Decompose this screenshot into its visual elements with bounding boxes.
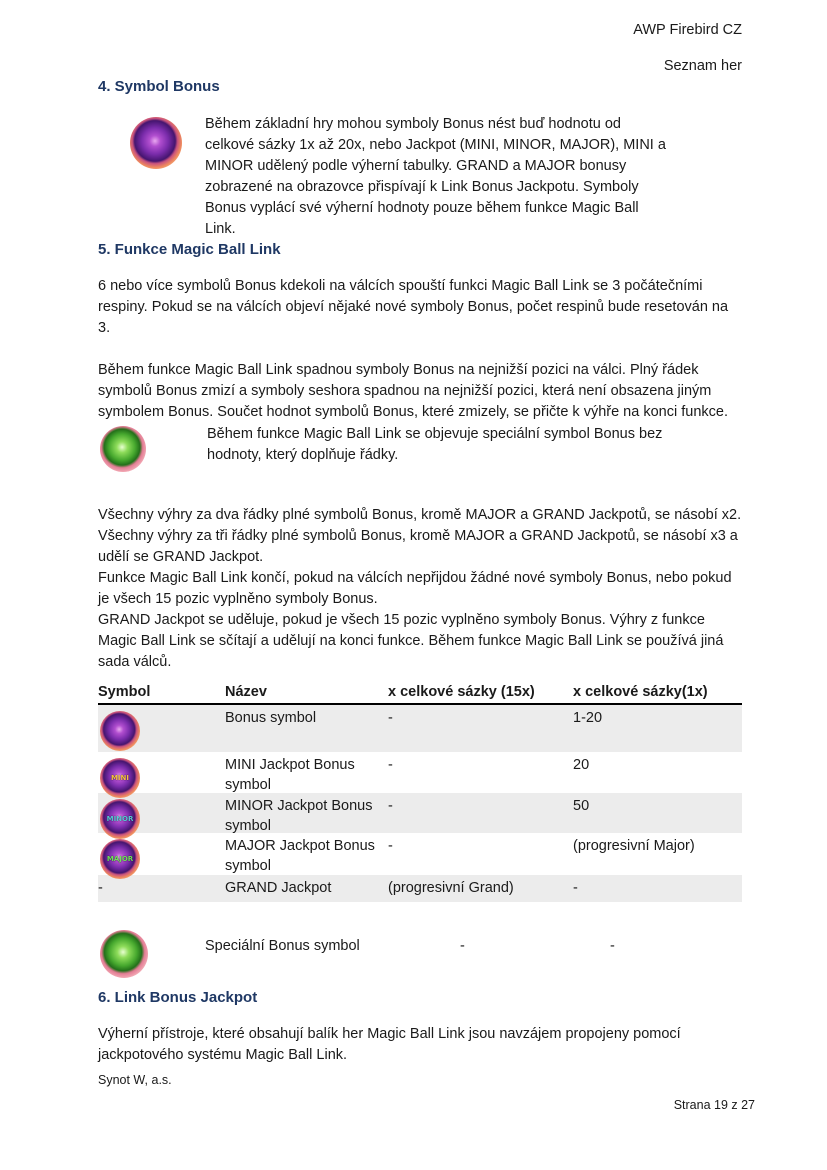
rule-line: Všechny výhry za tři řádky plné symbolů Bonus, kromě MAJOR a GRAND Jackpotů, se násobí x3 a udělí se GRAND Jackpot. xyxy=(98,528,738,565)
rule-line: GRAND Jackpot se uděluje, pokud je všech 15 pozic vyplněno symboly Bonus. Výhry z funkce Magic Ball Link se sčítají a udělují na konci funkce. Během funkce Magic Ball Link se používá jiná sada válců. xyxy=(98,612,724,670)
col-header-bet15: x celkové sázky (15x) xyxy=(388,684,535,700)
bet1-value: 1-20 xyxy=(573,710,603,726)
table-row xyxy=(98,752,742,793)
symbols-table xyxy=(98,678,742,902)
ball-label: MAJOR xyxy=(106,854,134,863)
col-header-name: Název xyxy=(225,684,267,700)
header-title: AWP Firebird CZ xyxy=(633,22,742,38)
bet15-value: - xyxy=(388,838,393,854)
table-row xyxy=(98,875,742,902)
special-symbol-row xyxy=(98,930,742,988)
col-header-symbol: Symbol xyxy=(98,684,151,700)
section-6-paragraph: Výherní přístroje, které obsahují balík her Magic Ball Link jsou navzájem propojeny pomocí jackpotového systému Magic Ball Link. xyxy=(98,1026,681,1063)
table-header-row xyxy=(98,678,742,705)
section-5-paragraph-2: Během funkce Magic Ball Link spadnou symboly Bonus na nejnižší pozici na válci. Plný řádek symbolů Bonus zmizí a symboly seshora spadnou na nejnižší pozici, která není obsazena jiným symbolem Bonus. Součet hodnot symbolů Bonus, které zmizely, se přičte k výhře na konci funkce. xyxy=(98,362,728,420)
special-bonus-ball-icon xyxy=(100,930,148,978)
section-4-heading: 4. Symbol Bonus xyxy=(98,78,220,95)
section-4-body xyxy=(98,114,742,240)
special-bonus-ball-icon xyxy=(100,426,146,472)
major-jackpot-ball-icon xyxy=(100,839,140,879)
symbol-name: Speciální Bonus symbol xyxy=(205,938,360,954)
col-header-bet1: x celkové sázky(1x) xyxy=(573,684,708,700)
mini-jackpot-ball-icon xyxy=(100,758,140,798)
page-header xyxy=(98,0,742,77)
table-row xyxy=(98,705,742,752)
section-4-paragraph: Během základní hry mohou symboly Bonus nést buď hodnotu od celkové sázky 1x až 20x, nebo Jackpot (MINI, MINOR, MAJOR), MINI a MINOR udělený podle výherní tabulky. GRAND a MAJOR bonusy zobrazené na obrazovce přispívají k Link Bonus Jackpotu. Symboly Bonus vyplácí své výherní hodnoty pouze během funkce Magic Ball Link. xyxy=(205,116,666,237)
symbol-name: MAJOR Jackpot Bonus symbol xyxy=(225,838,375,874)
table-row xyxy=(98,793,742,833)
ball-label: MINOR xyxy=(106,814,134,823)
special-symbol-callout-text: Během funkce Magic Ball Link se objevuje speciální symbol Bonus bez hodnoty, který doplňuje řádky. xyxy=(207,426,663,463)
symbol-name: MINI Jackpot Bonus symbol xyxy=(225,757,355,793)
bet15-value: (progresivní Grand) xyxy=(388,880,514,896)
bet15-value: - xyxy=(388,798,393,814)
bet1-value: - xyxy=(573,880,578,896)
footer-company: Synot W, a.s. xyxy=(98,1073,172,1087)
symbol-name: MINOR Jackpot Bonus symbol xyxy=(225,798,373,834)
bonus-ball-icon xyxy=(100,711,140,751)
section-5-heading: 5. Funkce Magic Ball Link xyxy=(98,241,281,258)
bet1-value: 20 xyxy=(573,757,590,773)
bet1-value: (progresivní Major) xyxy=(573,838,695,854)
symbol-dash: - xyxy=(98,880,103,896)
bonus-ball-icon xyxy=(130,117,182,169)
minor-jackpot-ball-icon xyxy=(100,799,140,839)
symbol-name: GRAND Jackpot xyxy=(225,880,332,896)
footer-page-number: Strana 19 z 27 xyxy=(673,1098,755,1112)
rule-line: Funkce Magic Ball Link končí, pokud na válcích nepřijdou žádné nové symboly Bonus, nebo pokud je všech 15 pozic vyplněno symboly Bonus. xyxy=(98,570,732,607)
symbol-name: Bonus symbol xyxy=(225,710,317,726)
bet1-value: 50 xyxy=(573,798,590,814)
special-symbol-callout xyxy=(98,424,742,472)
bet15-value: - xyxy=(388,757,393,773)
section-5-paragraph-1: 6 nebo více symbolů Bonus kdekoli na válcích spouští funkci Magic Ball Link se 3 počátečními respiny. Pokud se na válcích objeví nějaké nové symboly Bonus, počet respinů bude resetován na 3. xyxy=(98,278,729,336)
bet15-value: - xyxy=(460,938,465,954)
bet1-value: - xyxy=(610,938,615,954)
section-6-heading: 6. Link Bonus Jackpot xyxy=(98,989,258,1006)
ball-label: MINI xyxy=(110,773,130,782)
table-row xyxy=(98,833,742,875)
header-subtitle: Seznam her xyxy=(663,58,742,74)
rule-line: Všechny výhry za dva řádky plné symbolů Bonus, kromě MAJOR a GRAND Jackpotů, se násobí x2. xyxy=(98,507,742,523)
bet15-value: - xyxy=(388,710,393,726)
section-5-rules xyxy=(98,505,742,673)
